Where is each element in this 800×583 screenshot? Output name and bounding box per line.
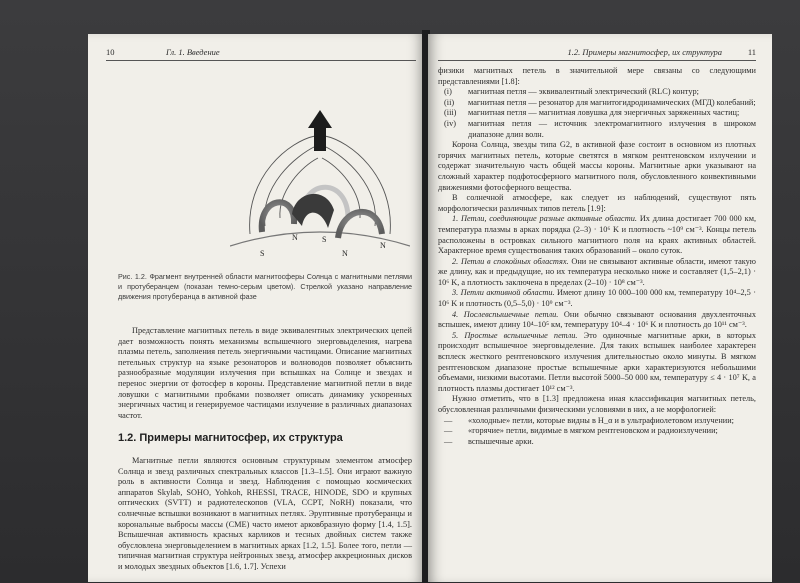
pole-label-2: N	[292, 233, 298, 242]
loop-type-title: 1. Петли, соединяющие разные активные области.	[452, 214, 637, 224]
list-marker: (iv)	[444, 118, 456, 128]
list-item-text: магнитная петля — резонатор для магнитогидродинамических (МГД) колебаний;	[468, 97, 756, 107]
pole-label-3: S	[322, 235, 327, 244]
right-page-number: 11	[747, 47, 756, 57]
magnetosphere-figure	[230, 106, 410, 266]
dash-list	[438, 416, 756, 448]
loop-type-title: 3. Петли активной области.	[452, 288, 555, 298]
right-running-head	[438, 46, 756, 61]
pole-label-5: N	[380, 241, 386, 250]
loop-type-text: Это одиночные магнитные арки, в которых происходит вспышечное энерговыделение. Для таких вспышек наиболее характерен всплеск жесткого рентгеновского излучения длительностью около минуты. В мягком рентгеновском диапазоне простые вспышечные арки характеризуются небольшими объемами, низкими высотами. Петли высотой 5000–50 000 км, температуру ≤ 4 · 10⁷ K, а плотность плазмы достигает 10¹² см⁻³.	[438, 330, 757, 393]
right-text-column	[438, 66, 756, 447]
intro-text: физики магнитных петель в значительной мере связаны со следующими представлениями [1.8]:	[438, 66, 756, 86]
left-page-number: 10	[106, 47, 115, 57]
right-running-title: 1.2. Примеры магнитосфер, их структура	[567, 47, 722, 57]
loop-type-text: Они не связывают активные области, имеют такую же длину, как и предыдущие, но их температура несколько ниже и составляет (1,5–2,1) · 10⁶ K, а плотность заключена в пределах (2–10) · 10⁸ см⁻³.	[438, 256, 757, 287]
section-heading: 1.2. Примеры магнитосфер, их структура	[118, 432, 343, 444]
pole-label-1: S	[260, 249, 265, 258]
list-marker: (iii)	[444, 108, 457, 118]
list-item	[438, 108, 756, 119]
roman-list	[438, 87, 756, 140]
loop-type-text: Они обычно связывают основания двухленточных вспышек, имеют длину 10⁴–10⁵ км, температуру 10⁴–4 · 10⁶ K и плотность до 10¹¹ см⁻³.	[438, 309, 756, 330]
corona-paragraph: Корона Солнца, звезды типа G2, в активной фазе состоит в основном из плотных горячих магнитных петель, которые светятся в мягком рентгеновском излучении и содержат значительную часть общей массы короны. Магнитные арки указывают на сложный характер подфотосферного магнитного поля, обусловленного конвективными движениями фотосферного вещества.	[438, 140, 756, 192]
dash-marker: —	[444, 426, 453, 436]
note-paragraph: Нужно отметить, что в [1.3] предложена иная классификация магнитных петель, обусловленная различными физическими условиями в них, а не морфологией:	[438, 394, 756, 414]
loop-type-title: 4. Послевспышечные петли.	[452, 309, 559, 319]
loop-type-title: 5. Простые вспышечные петли.	[452, 330, 578, 340]
list-item-text: вспышечные арки.	[468, 436, 534, 446]
list-item	[438, 98, 756, 109]
list-item	[438, 416, 756, 427]
loop-type-text: Их длина достигает 700 000 км, температура плазмы в арках порядка (2–3) · 10⁶ K и плотность ~10⁹ см⁻³. Концы петель расположены в островках сильного магнитного поля на краях активных областей. Характерное время существования таких образований – около суток.	[438, 214, 757, 256]
left-page	[88, 34, 424, 582]
motion-arrow	[308, 110, 332, 151]
list-item	[438, 119, 756, 140]
loop-left	[262, 202, 294, 232]
left-paragraph-2	[118, 456, 412, 573]
loop-type-3	[438, 288, 756, 309]
list-marker: (ii)	[444, 97, 455, 107]
figure-caption: Рис. 1.2. Фрагмент внутренней области магнитосферы Солнца с магнитными петлями и протуберанцем (показан темно-серым цветом). Стрелкой указано направление движения протуберанца в активной фазе	[118, 272, 412, 301]
dash-marker: —	[444, 415, 453, 425]
left-running-head	[106, 46, 416, 61]
list-item-text: «горячие» петли, видимые в мягком рентгеновском и радиоизлучении;	[468, 426, 718, 436]
list-item-text: магнитная петля — магнитная ловушка для энергичных заряженных частиц;	[468, 108, 740, 118]
prominence	[292, 194, 334, 228]
list-item-text: магнитная петля — источник электромагнитного излучения в широком диапазоне длин волн.	[468, 118, 756, 139]
loop-type-2	[438, 257, 756, 289]
loop-type-title: 2. Петли в спокойных областях.	[452, 256, 569, 266]
atmosphere-paragraph: В солнечной атмосфере, как следует из наблюдений, существуют пять морфологически различных типов петель [1.9]:	[438, 193, 756, 213]
left-running-title: Гл. 1. Введение	[166, 47, 220, 57]
paragraph-text: Представление магнитных петель в виде эквивалентных электрических цепей дает возможность понять механизмы вспышечного энерговыделения, нагрева плазмы петель, заполнения петель энергичными частицами. Описание магнитных петельных структур на языке резонаторов и волноводов позволяет объяснить разнообразные модуляции излучения при вспышках на Солнце и звездах и перенос энергии от фотосфер в короны. Представление магнитной петли в виде ловушки с магнитными пробками позволяет описать динамику ускоренных энергичных частиц и генерируемое частицами излучение в различных диапазонах частот.	[118, 326, 412, 420]
list-marker: (i)	[444, 87, 452, 97]
left-paragraph-1	[118, 326, 412, 421]
loop-type-4	[438, 310, 756, 331]
list-item-text: «холодные» петли, которые видны в H_α и в ультрафиолетовом излучении;	[468, 415, 734, 425]
right-page	[428, 34, 772, 582]
pole-label-4: N	[342, 249, 348, 258]
paragraph-text: Магнитные петли являются основным структурным элементом атмосфер Солнца и звезд различных спектральных классов [1.3–1.5]. Они играют важную роль в активности Солнца и звезд. Наблюдения с помощью космических аппаратов Skylab, SOHO, Yohkoh, RHESSI, TRACE, HINODE, SDO и крупных оптических (SVTT) и радиотелескопов (VLA, CCPT, NoRH) показали, что солнечные вспышки возникают в магнитных петлях. Эруптивные протуберанцы и корональные выбросы массы (CME) часто имеют арковбразную форму [1.4, 1.5]. Вспышечная активность красных карликов и тесных двойных систем также обусловлена энерговыделением в магнитных арках [1.2, 1.5]. Более того, петли — типичная магнитная структура нейтронных звезд, атмосфер аккреционных дисков и молодых звездных объектов [1.6, 1.7]. Успехи	[118, 456, 412, 571]
loop-type-1	[438, 214, 756, 256]
loop-type-text: Имеют длину 10 000–100 000 км, температуру 10⁴–2,5 · 10⁶ K и плотность (0,5–5,0) · 10⁹ см⁻³.	[438, 288, 756, 309]
list-item	[438, 426, 756, 437]
loop-type-5	[438, 331, 756, 395]
list-item	[438, 437, 756, 448]
list-item	[438, 87, 756, 98]
list-item-text: магнитная петля — эквивалентный электрический (RLC) контур;	[468, 87, 699, 97]
dash-marker: —	[444, 436, 453, 446]
